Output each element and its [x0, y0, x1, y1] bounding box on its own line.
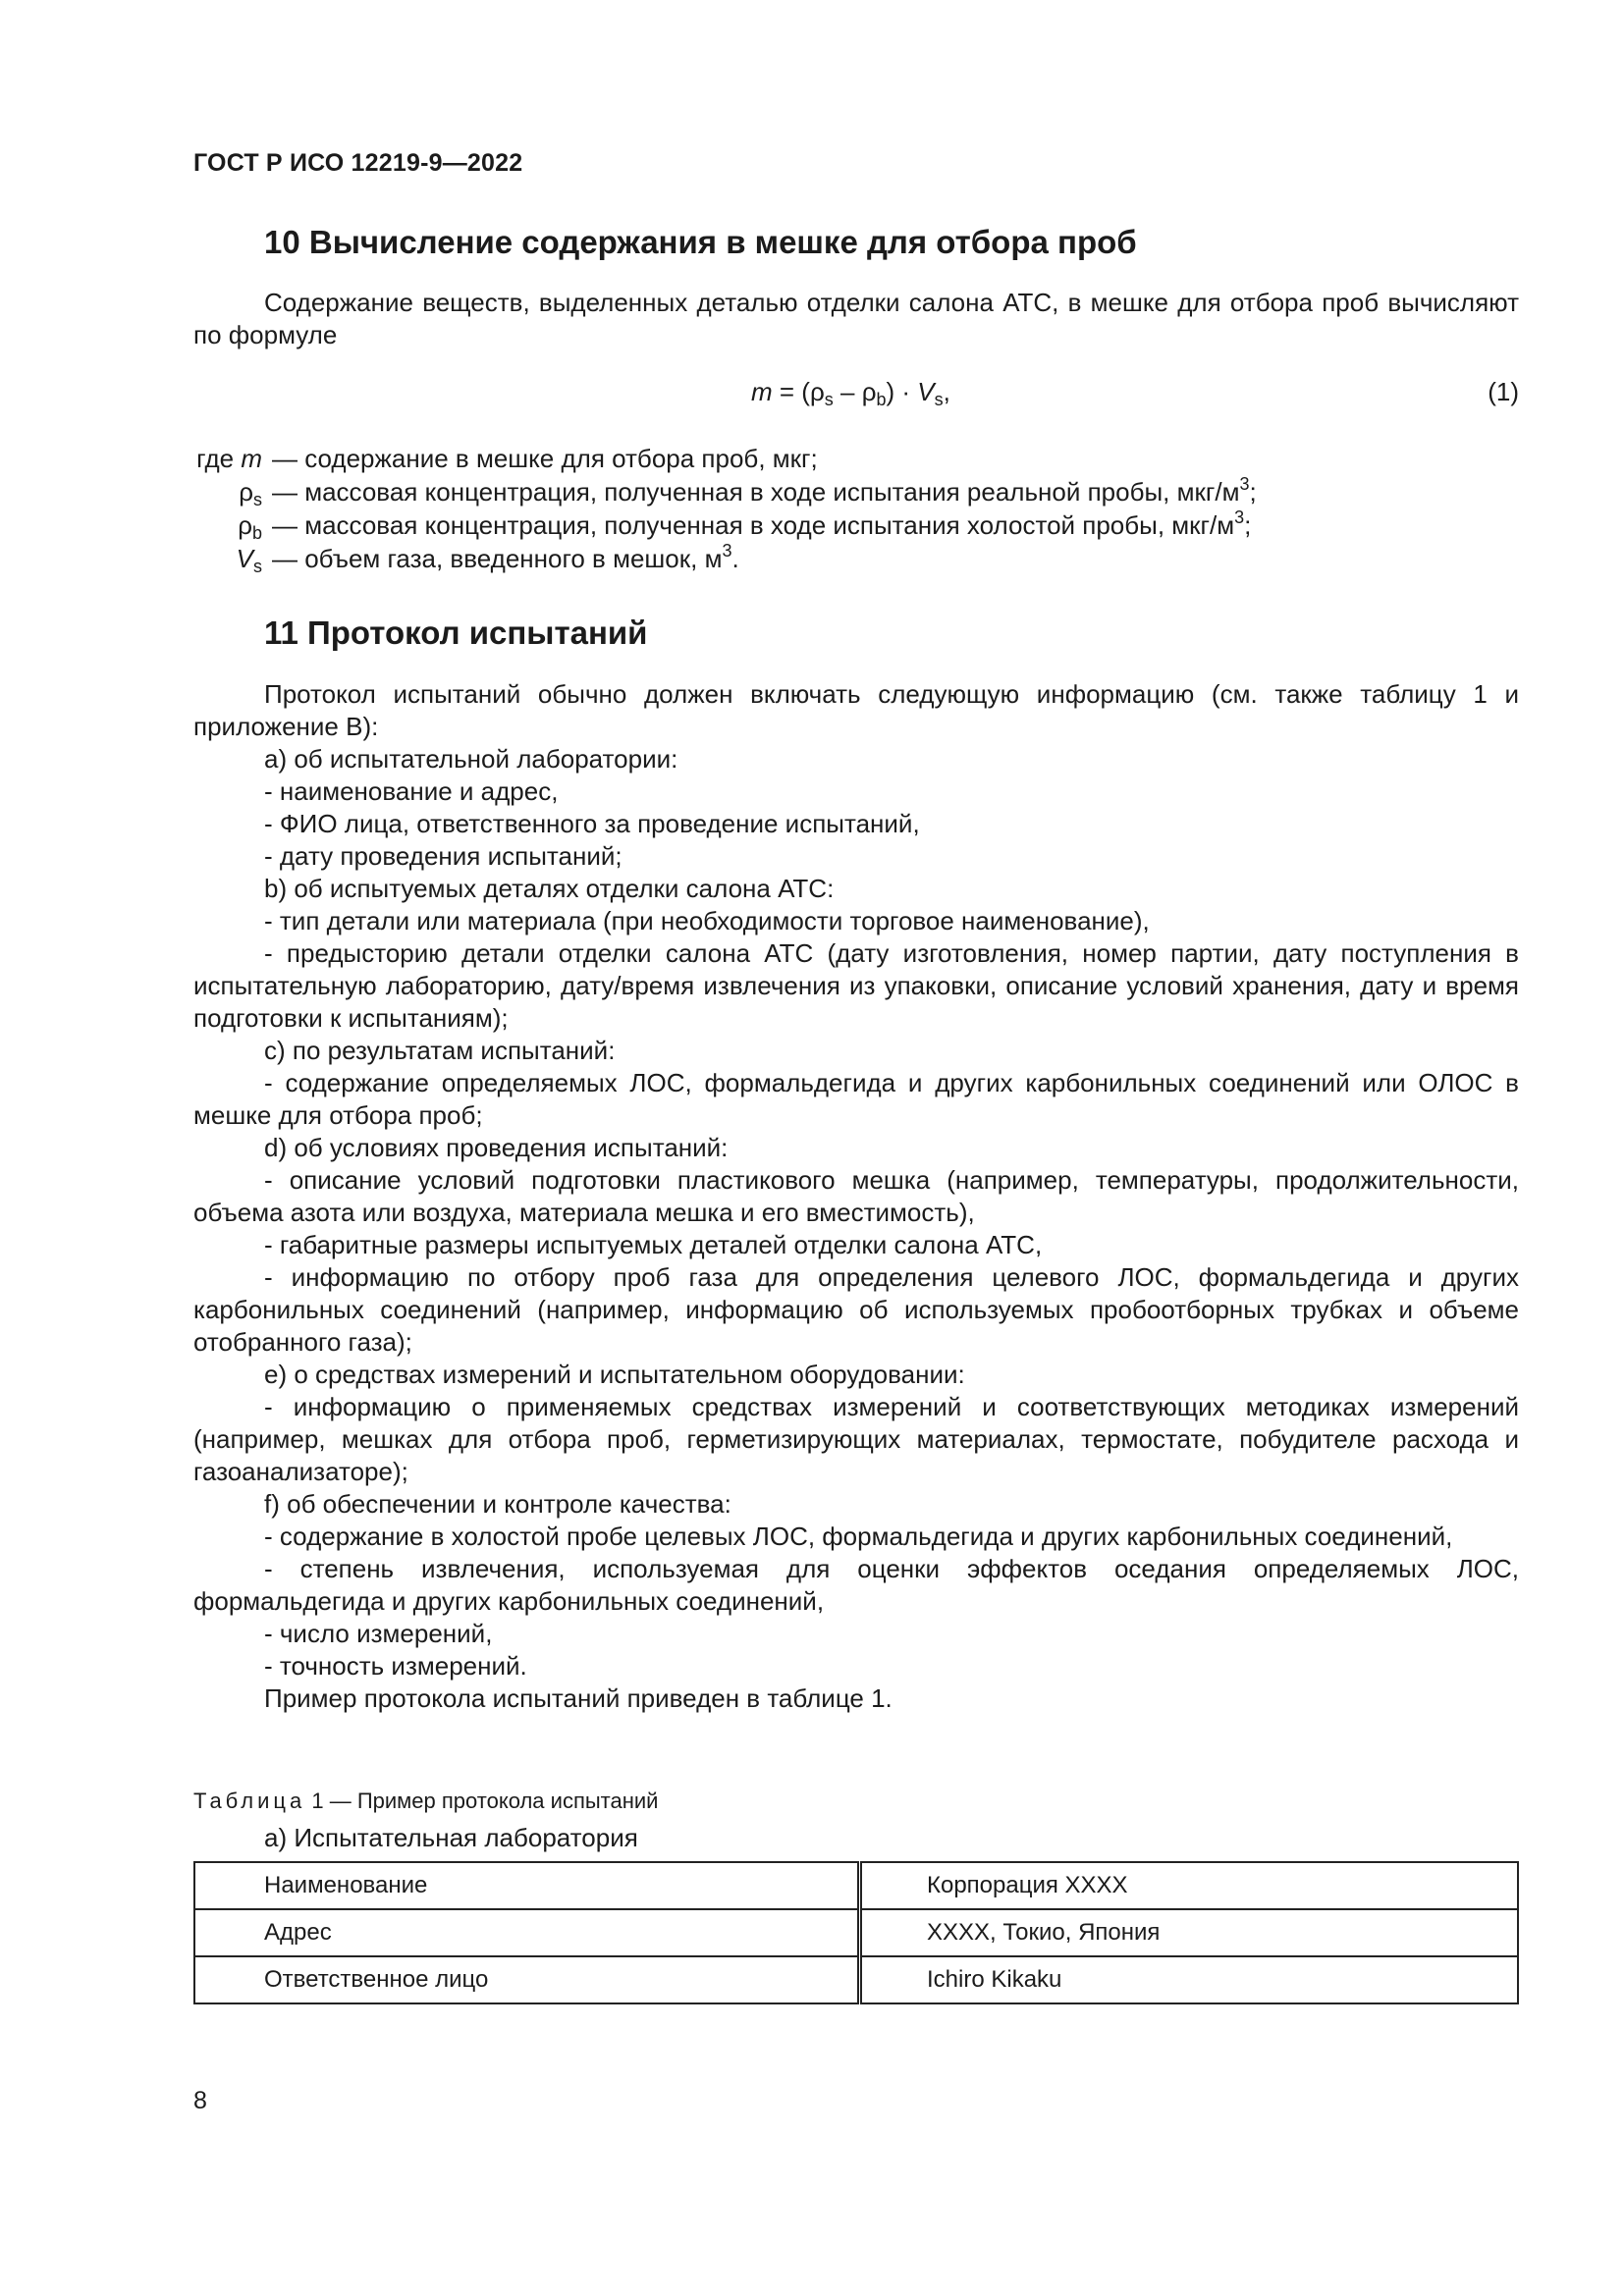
- document-code-header: ГОСТ Р ИСО 12219-9—2022: [193, 149, 523, 177]
- body-line: - информацию по отбору проб газа для определения целевого ЛОС, формальдегида и других карбонильных соединений (например, информацию об используемых пробоотборных трубках и объеме отобранного газа);: [193, 1262, 1519, 1357]
- body-line: - наименование и адрес,: [264, 776, 559, 806]
- table-subtitle: a) Испытательная лаборатория: [264, 1823, 638, 1852]
- table-caption: Таблица 1 — Пример протокола испытаний: [193, 1789, 659, 1813]
- body-line: - габаритные размеры испытуемых деталей отделки салона АТС,: [264, 1230, 1043, 1259]
- body-line: c) по результатам испытаний:: [264, 1036, 616, 1065]
- body-line: Пример протокола испытаний приведен в таблице 1.: [264, 1683, 893, 1713]
- legend-row: $\rho_s$ — массовая концентрация, полученная в ходе испытания реальной пробы, мкг/$м^3$;: [239, 474, 1257, 509]
- table-cell-name: Наименование: [194, 1862, 860, 1909]
- section-11-title: 11 Протокол испытаний: [264, 614, 648, 651]
- body-line: - ФИО лица, ответственного за проведение испытаний,: [264, 809, 920, 838]
- body-line: a) об испытательной лаборатории:: [264, 744, 678, 774]
- legend-row: $\rho_b$ — массовая концентрация, полученная в ходе испытания холостой пробы, мкг/$м^3$;: [238, 507, 1252, 543]
- lab-info-table: [193, 1861, 1519, 2004]
- table-cell-value: Корпорация XXXX: [860, 1862, 1519, 1909]
- table-cell-value: Ichiro Kikaku: [860, 1956, 1519, 2003]
- body-line: - информацию о применяемых средствах измерений и соответствующих методиках измерений (например, мешках для отбора проб, герметизирующих материалах, термостате, побудителе расхода и газоанализаторе);: [193, 1392, 1519, 1486]
- formula-1: [193, 377, 1519, 416]
- body-line: f) об обеспечении и контроле качества:: [264, 1489, 731, 1519]
- body-line: Протокол испытаний обычно должен включать следующую информацию (см. также таблицу 1 и приложение В):: [193, 679, 1519, 741]
- table-cell-value: XXXX, Токио, Япония: [860, 1909, 1519, 1956]
- body-line: - тип детали или материала (при необходимости торговое наименование),: [264, 906, 1150, 935]
- body-line: - точность измерений.: [264, 1651, 527, 1681]
- table-row: [194, 1956, 1518, 2003]
- formula-number: (1): [1488, 377, 1519, 406]
- section-10-title: 10 Вычисление содержания в мешке для отбора проб: [264, 224, 1137, 260]
- body-line: d) об условиях проведения испытаний:: [264, 1133, 729, 1162]
- body-line: - содержание в холостой пробе целевых ЛОС, формальдегида и других карбонильных соединений,: [264, 1522, 1453, 1551]
- legend-prefix: где: [196, 444, 242, 473]
- body-line: b) об испытуемых деталях отделки салона АТС:: [264, 874, 835, 903]
- body-line: - содержание определяемых ЛОС, формальдегида и других карбонильных соединений или ОЛОС в мешке для отбора проб;: [193, 1068, 1519, 1130]
- body-line: - число измерений,: [264, 1619, 493, 1648]
- document-page: [193, 0, 1519, 2296]
- page-number: 8: [193, 2087, 207, 2114]
- body-line: - описание условий подготовки пластикового мешка (например, температуры, продолжительности, объема азота или воздуха, материала мешка и его вместимость),: [193, 1165, 1519, 1227]
- table-cell-name: Ответственное лицо: [194, 1956, 860, 2003]
- legend-row: $V_s$ — объем газа, введенного в мешок, $м^3$.: [236, 541, 739, 576]
- section-10-paragraph: Содержание веществ, выделенных деталью отделки салона АТС, в мешке для отбора проб вычисляют по формуле: [193, 288, 1519, 349]
- body-line: - степень извлечения, используемая для оценки эффектов оседания определяемых ЛОС, формальдегида и других карбонильных соединений,: [193, 1554, 1519, 1616]
- body-line: - предысторию детали отделки салона АТС (дату изготовления, номер партии, дату поступления в испытательную лабораторию, дату/время извлечения из упаковки, описание условий хранения, дату и время подготовки к испытаниям);: [193, 938, 1519, 1033]
- body-line: e) о средствах измерений и испытательном оборудовании:: [264, 1360, 965, 1389]
- table-cell-name: Адрес: [194, 1909, 860, 1956]
- body-line: - дату проведения испытаний;: [264, 841, 623, 871]
- legend-row: где m — содержание в мешке для отбора проб, мкг;: [196, 444, 818, 473]
- section-11-body: [193, 678, 1519, 1715]
- table-row: [194, 1909, 1518, 1956]
- table-row: [194, 1862, 1518, 1909]
- formula-expression: $m = (\rho_s - \rho_b) \cdot V_s$,: [751, 377, 950, 409]
- formula-legend: [193, 442, 1519, 575]
